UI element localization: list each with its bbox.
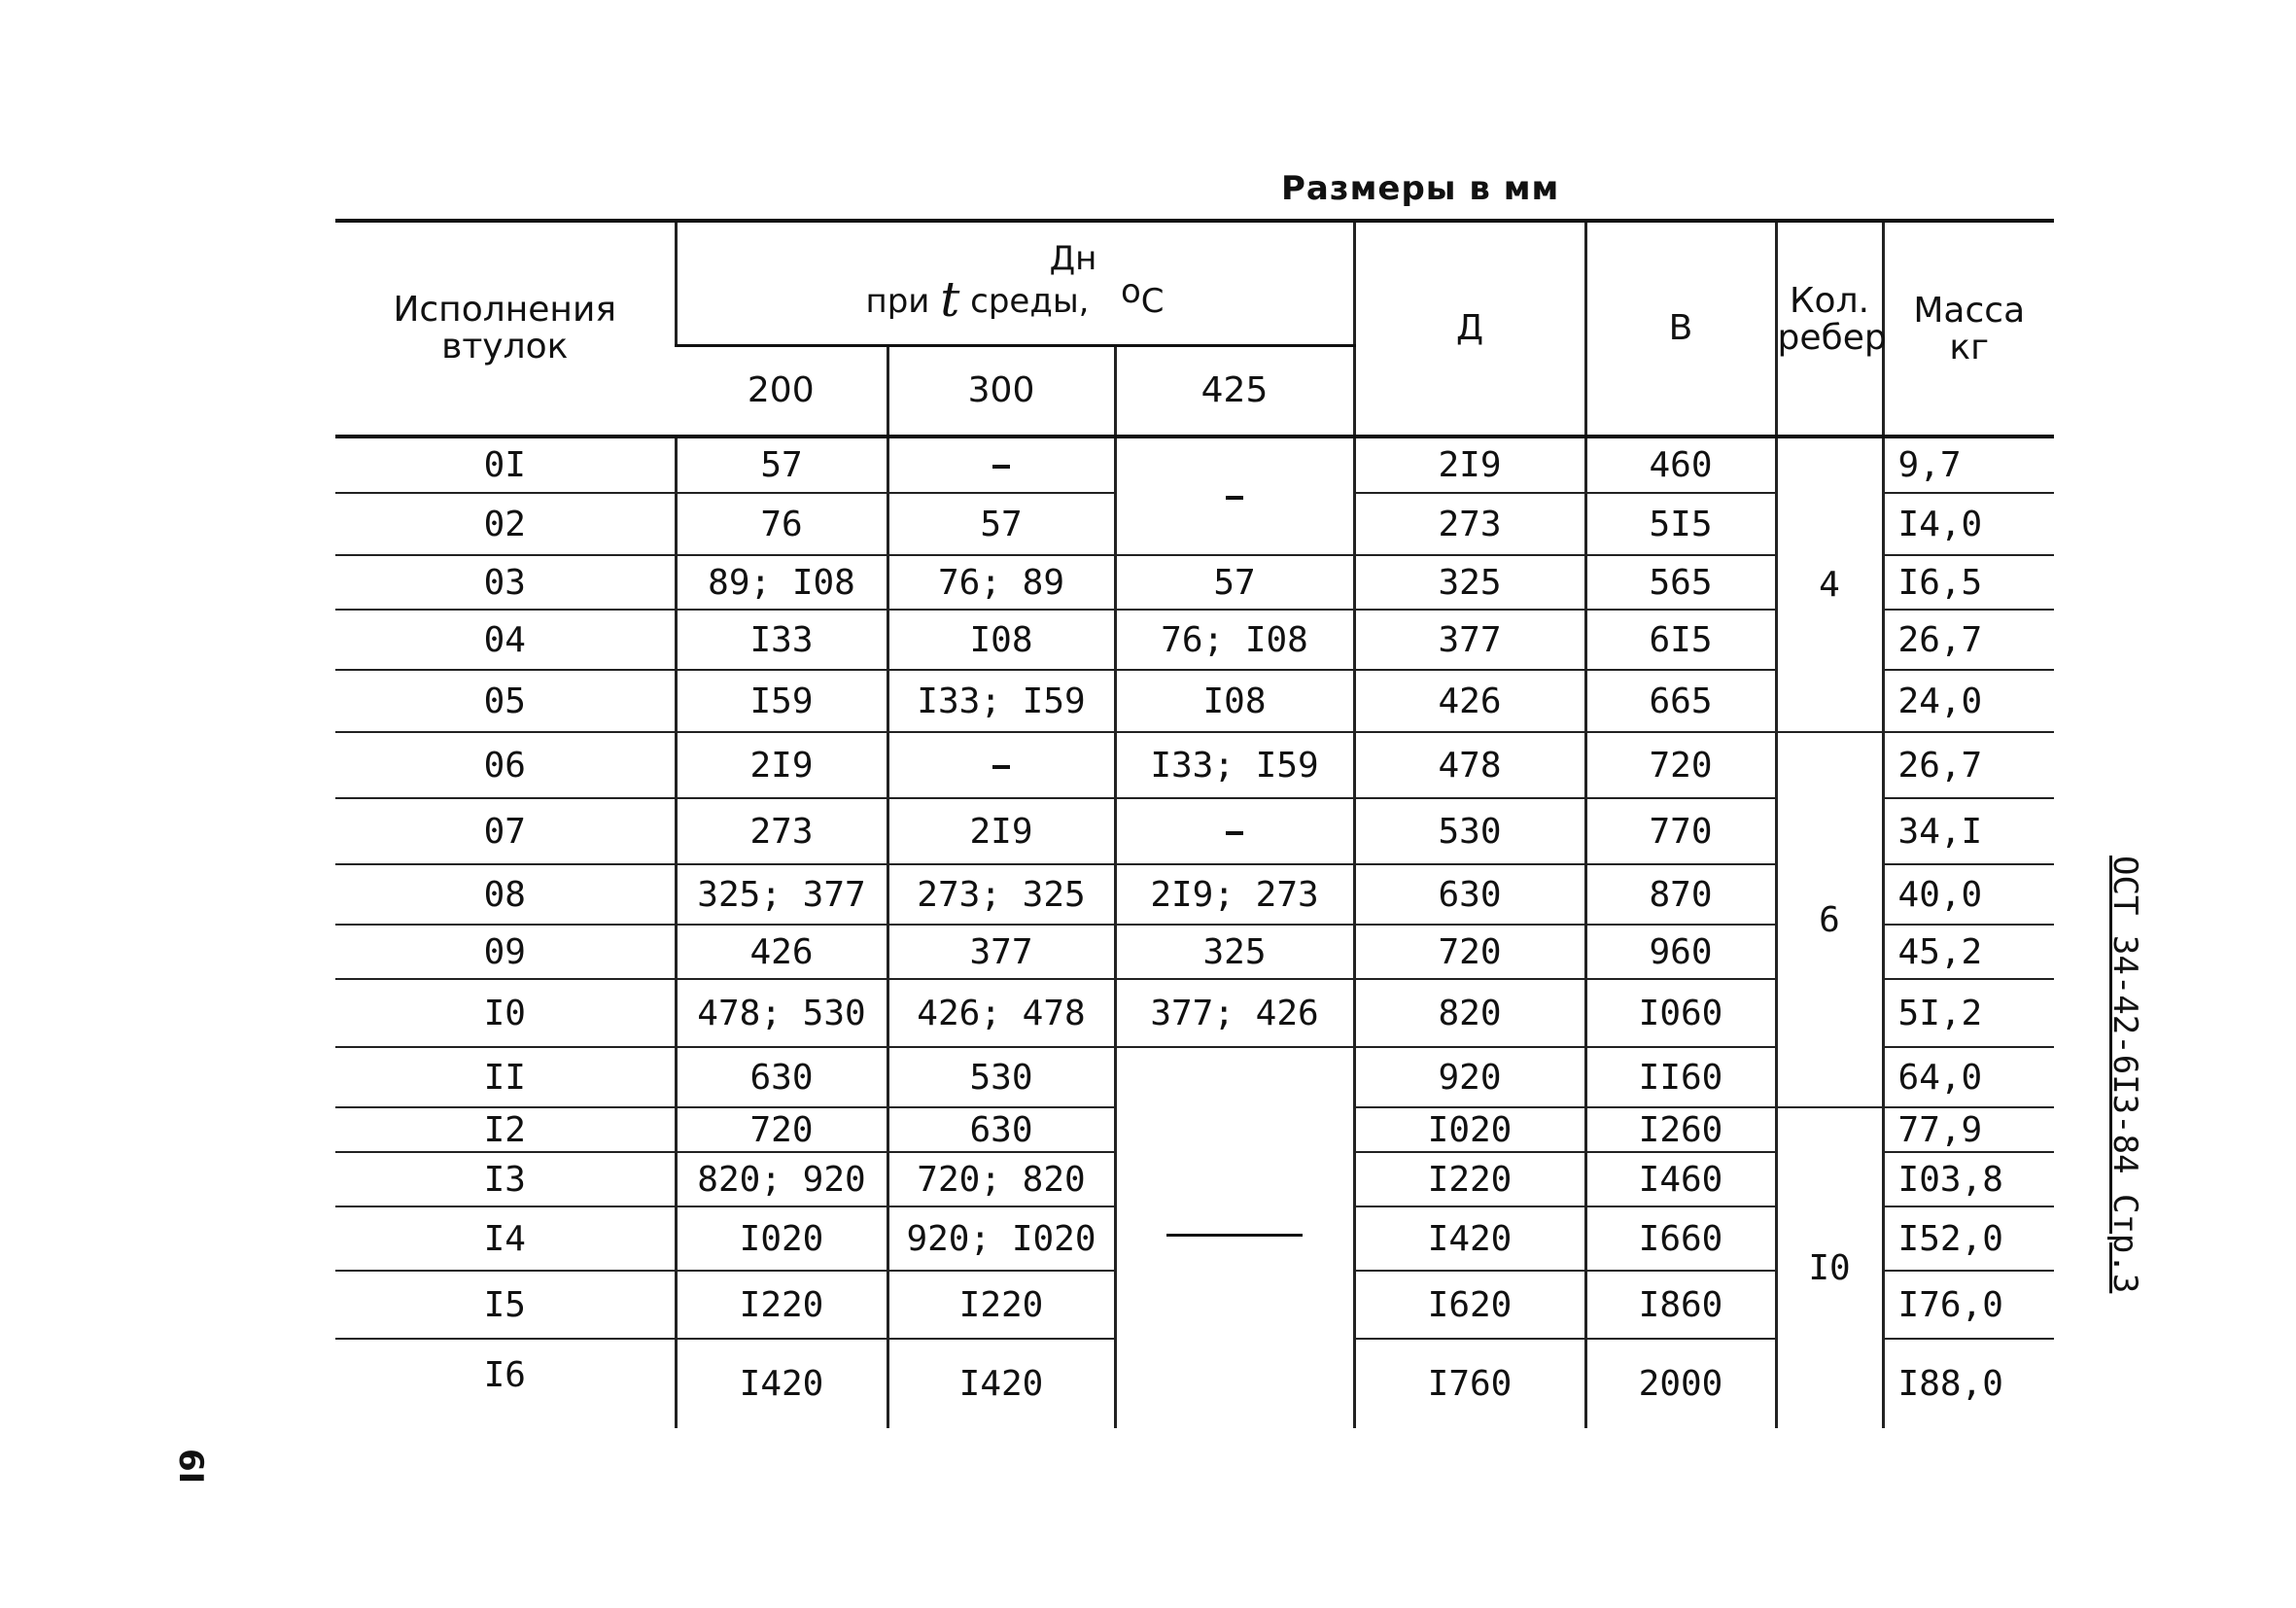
cell-ribs-group-1: 4 (1776, 437, 1883, 732)
units-caption: Размеры в мм (1281, 169, 1560, 208)
cell-d: 530 (1354, 798, 1585, 864)
cell-d: I420 (1354, 1206, 1585, 1271)
cell-t300 (887, 437, 1115, 493)
cell-d: I020 (1354, 1107, 1585, 1152)
cell-t200: 720 (676, 1107, 887, 1152)
cell-d: 720 (1354, 925, 1585, 979)
header-mass-line2: кг (1949, 327, 1990, 367)
cell-t300: I33; I59 (887, 670, 1115, 732)
header-b: В (1585, 221, 1776, 437)
header-dn-unit: С (1140, 282, 1165, 322)
dash-mark (1226, 496, 1243, 500)
header-ribs-line1: Кол. (1789, 281, 1870, 321)
cell-d: I760 (1354, 1339, 1585, 1428)
cell-d: 325 (1354, 555, 1585, 610)
cell-mass: 24,0 (1883, 670, 2054, 732)
cell-t200: 57 (676, 437, 887, 493)
cell-b: 5I5 (1585, 493, 1776, 555)
cell-ribs-group-3: I0 (1776, 1107, 1883, 1428)
cell-t425: 377; 426 (1115, 979, 1354, 1047)
cell-variant: I3 (335, 1152, 676, 1206)
cell-b: 720 (1585, 732, 1776, 798)
cell-t200: 426 (676, 925, 887, 979)
cell-mass: 45,2 (1883, 925, 2054, 979)
bushing-dimensions-table (335, 219, 2054, 1428)
cell-t200: I33 (676, 610, 887, 670)
cell-variant: 06 (335, 732, 676, 798)
cell-variant: 0I (335, 437, 676, 493)
cell-mass: 34,I (1883, 798, 2054, 864)
header-temp-425: 425 (1115, 345, 1354, 437)
cell-mass: 26,7 (1883, 610, 2054, 670)
cell-b: I860 (1585, 1271, 1776, 1339)
cell-t200: 76 (676, 493, 887, 555)
header-temp-300: 300 (887, 345, 1115, 437)
cell-d: 920 (1354, 1047, 1585, 1107)
cell-t200: 273 (676, 798, 887, 864)
header-mass-line1: Масса (1913, 291, 2026, 331)
header-variant (335, 221, 676, 437)
cell-mass: I76,0 (1883, 1271, 2054, 1339)
cell-t300: 377 (887, 925, 1115, 979)
header-ribs-line2: ребер (1777, 317, 1887, 358)
header-mass (1883, 221, 2054, 437)
cell-t425: 76; I08 (1115, 610, 1354, 670)
cell-d: 630 (1354, 864, 1585, 925)
document-reference-text: ОСТ 34-42-6I3-84 Стр.3 (2105, 856, 2144, 1294)
cell-mass: 5I,2 (1883, 979, 2054, 1047)
cell-b: II60 (1585, 1047, 1776, 1107)
cell-b: 665 (1585, 670, 1776, 732)
header-variant-line2: втулок (441, 327, 569, 367)
cell-t300: 630 (887, 1107, 1115, 1152)
cell-mass: 40,0 (1883, 864, 2054, 925)
dash-mark (1226, 831, 1243, 835)
cell-t425: 57 (1115, 555, 1354, 610)
cell-t200: I020 (676, 1206, 887, 1271)
cell-mass: I03,8 (1883, 1152, 2054, 1206)
header-dn-suffix: среды, (970, 282, 1090, 322)
cell-variant: 02 (335, 493, 676, 555)
cell-mass: 9,7 (1883, 437, 2054, 493)
header-d: Д (1354, 221, 1585, 437)
header-dn-prefix: при (865, 282, 930, 322)
cell-mass: I4,0 (1883, 493, 2054, 555)
document-reference (2100, 856, 2144, 1342)
cell-t300: 2I9 (887, 798, 1115, 864)
cell-t300: 76; 89 (887, 555, 1115, 610)
cell-t200: 89; I08 (676, 555, 887, 610)
cell-t200: 478; 530 (676, 979, 887, 1047)
cell-variant: I2 (335, 1107, 676, 1152)
cell-b: 6I5 (1585, 610, 1776, 670)
cell-mass: 77,9 (1883, 1107, 2054, 1152)
cell-b: I660 (1585, 1206, 1776, 1271)
cell-t200: 325; 377 (676, 864, 887, 925)
cell-t200: 630 (676, 1047, 887, 1107)
cell-mass: I88,0 (1883, 1339, 2054, 1428)
cell-t300: 920; I020 (887, 1206, 1115, 1271)
cell-b: 870 (1585, 864, 1776, 925)
header-dn (676, 221, 1354, 345)
cell-t300 (887, 732, 1115, 798)
header-dn-t: t (940, 271, 960, 329)
cell-t425-empty-block (1115, 1047, 1354, 1428)
page-number (171, 1449, 210, 1507)
cell-variant: I4 (335, 1206, 676, 1271)
header-temp-200: 200 (676, 345, 887, 437)
cell-b: 960 (1585, 925, 1776, 979)
cell-d: 2I9 (1354, 437, 1585, 493)
cell-t300: 720; 820 (887, 1152, 1115, 1206)
cell-b: 2000 (1585, 1339, 1776, 1428)
cell-d: 377 (1354, 610, 1585, 670)
cell-t300: I08 (887, 610, 1115, 670)
cell-ribs-group-2: 6 (1776, 732, 1883, 1107)
cell-t200: I220 (676, 1271, 887, 1339)
cell-t425: I33; I59 (1115, 732, 1354, 798)
header-variant-line1: Исполнения (393, 290, 617, 331)
cell-t300: 57 (887, 493, 1115, 555)
table-row (335, 437, 2054, 493)
cell-b: I260 (1585, 1107, 1776, 1152)
page-number-text: 6I (171, 1449, 210, 1485)
cell-variant: 08 (335, 864, 676, 925)
cell-b: 770 (1585, 798, 1776, 864)
cell-variant: I0 (335, 979, 676, 1047)
cell-t425: 325 (1115, 925, 1354, 979)
cell-t200: 2I9 (676, 732, 887, 798)
cell-mass: 64,0 (1883, 1047, 2054, 1107)
cell-variant: 05 (335, 670, 676, 732)
dash-mark (992, 465, 1010, 469)
cell-mass: I52,0 (1883, 1206, 2054, 1271)
cell-d: 820 (1354, 979, 1585, 1047)
cell-t425: 2I9; 273 (1115, 864, 1354, 925)
cell-t300: 273; 325 (887, 864, 1115, 925)
cell-b: 565 (1585, 555, 1776, 610)
cell-variant: I6 (483, 1355, 526, 1395)
cell-t300: I220 (887, 1271, 1115, 1339)
cell-b: 460 (1585, 437, 1776, 493)
cell-d: 426 (1354, 670, 1585, 732)
cell-variant: 07 (335, 798, 676, 864)
cell-mass: 26,7 (1883, 732, 2054, 798)
cell-variant: II (335, 1047, 676, 1107)
cell-variant: 04 (335, 610, 676, 670)
cell-t300: I420 (887, 1339, 1115, 1428)
cell-t425-merged (1115, 437, 1354, 555)
cell-t300: 426; 478 (887, 979, 1115, 1047)
header-dn-label: Дн (1049, 239, 1097, 279)
cell-variant: I5 (335, 1271, 676, 1339)
header-dn-degree: о (1120, 272, 1141, 312)
cell-t425: I08 (1115, 670, 1354, 732)
cell-d: I620 (1354, 1271, 1585, 1339)
cell-t200: I59 (676, 670, 887, 732)
cell-b: I460 (1585, 1152, 1776, 1206)
cell-b: I060 (1585, 979, 1776, 1047)
cell-mass: I6,5 (1883, 555, 2054, 610)
cell-variant: 09 (335, 925, 676, 979)
cell-t425 (1115, 798, 1354, 864)
dash-mark (992, 765, 1010, 769)
cell-t200: 820; 920 (676, 1152, 887, 1206)
header-ribs (1776, 221, 1887, 437)
cell-t300: 530 (887, 1047, 1115, 1107)
long-dash-mark (1166, 1234, 1303, 1237)
cell-d: 478 (1354, 732, 1585, 798)
table-row (335, 732, 2054, 798)
cell-t200: I420 (676, 1339, 887, 1428)
cell-variant: 03 (335, 555, 676, 610)
cell-d: I220 (1354, 1152, 1585, 1206)
cell-d: 273 (1354, 493, 1585, 555)
